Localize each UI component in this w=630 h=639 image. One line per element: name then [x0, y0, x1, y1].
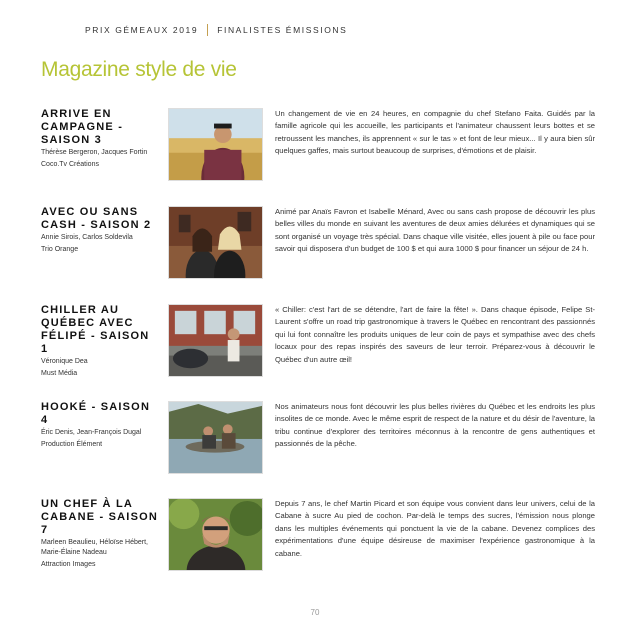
show-company: Trio Orange [41, 246, 79, 253]
header-divider [207, 24, 208, 36]
entry-un-chef-a-la-cabane [41, 498, 596, 578]
entry-chiller-au-quebec [41, 304, 596, 384]
show-producers: Thérèse Bergeron, Jacques Fortin [41, 149, 148, 156]
show-title: UN CHEF À LA CABANE - SAISON 7 [41, 498, 159, 536]
header-category: FINALISTES ÉMISSIONS [217, 25, 348, 35]
show-company: Production Élément [41, 441, 103, 448]
show-description: Nos animateurs nous font découvrir les plus belles rivières du Québec et les endroits les plus insolites de ce monde. Avec le même esprit de respect de la nature et du désir de l'aventure, la tribu continue d'explorer des territoires méconnus à la rencontre de gens authentiques et passionnés de la pêche. [275, 402, 595, 449]
entry-arrive-en-campagne [41, 108, 596, 188]
page-header [85, 24, 347, 36]
show-description: « Chiller: c'est l'art de se détendre, l'art de faire la fête! ». Dans chaque épisode, Felipe St-Laurent s'offre un road trip gastronomique à travers le Québec en rencontrant des passionnés qui lui font connaître les produits uniques de leur coin de pays et sympathise avec des chefs locaux pour des repas inspirés des saveurs de leur terroir. Préparez-vous à découvrir le Québec d'un autre œil! [275, 305, 595, 364]
show-title: HOOKÉ - SAISON 4 [41, 401, 151, 426]
entry-avec-ou-sans-cash [41, 206, 596, 286]
show-producers: Véronique Dea [41, 358, 88, 365]
show-photo [168, 401, 263, 474]
show-company: Coco.Tv Créations [41, 161, 99, 168]
section-title: Magazine style de vie [41, 58, 237, 81]
show-title: ARRIVE EN CAMPAGNE - SAISON 3 [41, 108, 124, 146]
show-photo [168, 108, 263, 181]
show-description: Un changement de vie en 24 heures, en compagnie du chef Stefano Faita. Guidés par la famille agricole qui les accueille, les participants et l'animateur chaussent leurs bottes et se retroussent les manches, ils apprennent « sur le tas » et font de leur mieux... Il y aura bien sûr quelques gaffes, mais surtout beaucoup de surprises, d'émotions et de plaisir. [275, 109, 595, 156]
entry-hooke [41, 401, 596, 481]
page-number: 70 [310, 608, 320, 617]
show-company: Must Média [41, 370, 78, 377]
show-description: Animé par Anaïs Favron et Isabelle Ménard, Avec ou sans cash propose de découvrir les plus belles villes du monde en suivant les aventures de deux amies délurées et dynamiques qui se sont organisé un voyage très spécial. Dans chaque ville visitée, elles jouent à pile ou face pour savoir qui disposera d'un budget de 100 $ et qui aura 1000 $ pour financer un séjour de 24 h. [275, 207, 595, 254]
show-title: CHILLER AU QUÉBEC AVEC FÉLIPÉ - SAISON 1 [41, 304, 150, 355]
show-title: AVEC OU SANS CASH - SAISON 2 [41, 206, 152, 231]
show-producers: Annie Sirois, Carlos Soldevila [41, 234, 133, 241]
show-producers: Marleen Beaulieu, Héloïse Hébert, Marie-Élaine Nadeau [41, 539, 149, 556]
show-company: Attraction Images [41, 561, 96, 568]
show-photo [168, 304, 263, 377]
header-award: PRIX GÉMEAUX 2019 [85, 25, 199, 35]
show-photo [168, 498, 263, 571]
show-producers: Éric Denis, Jean-François Dugal [41, 429, 142, 436]
show-photo [168, 206, 263, 279]
show-description: Depuis 7 ans, le chef Martin Picard et son équipe vous convient dans leur univers, celui de la Cabane à sucre Au pied de cochon. Par-delà le temps des sucres, l'émission nous plonge dans les multiples événements qui ponctuent la vie de la cabane. Devenez complices des expérimentations d'une équipe désireuse de maximiser l'expérience gastronomique à la cabane. [275, 499, 595, 558]
